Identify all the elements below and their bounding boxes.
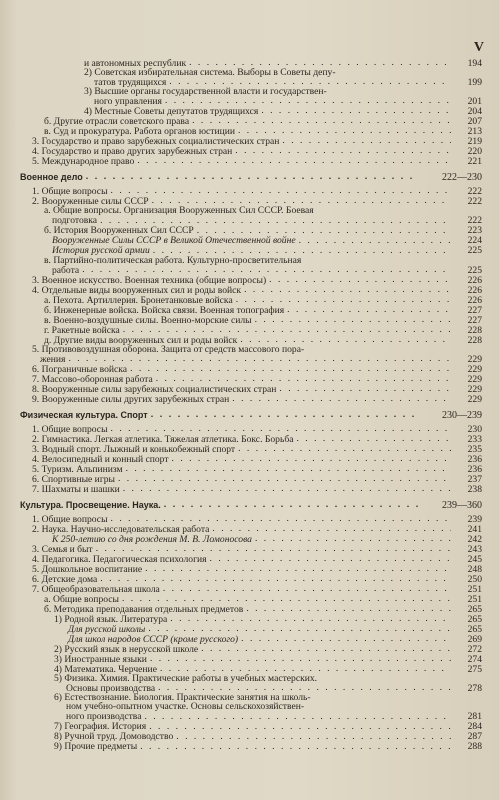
entry-title: Вооруженные Силы СССР в Великой Отечественной войне — [52, 235, 296, 247]
dot-leader — [144, 712, 451, 720]
entry-title: ного управления — [94, 96, 162, 108]
page-number: 222 — [467, 196, 482, 208]
toc-entry — [20, 285, 482, 295]
entry-title: б. Методика преподавания отдельных предметов — [44, 603, 244, 615]
dot-leader — [201, 644, 451, 652]
toc-entry — [20, 534, 482, 544]
page-number: 265 — [467, 613, 482, 625]
entry-title: 9) Прочие предметы — [54, 741, 138, 753]
entry-title: 5) Физика. Химия. Практические работы в учебных мастерских. — [54, 673, 318, 685]
toc-entry — [20, 265, 482, 275]
toc-entry — [20, 454, 482, 464]
page-number: 229 — [467, 363, 482, 375]
toc-entry — [20, 325, 482, 335]
dot-leader — [235, 146, 451, 154]
toc-entry — [20, 146, 482, 156]
entry-title: 4. Государство и право других зарубежных стран — [32, 146, 233, 158]
page-number: 236 — [467, 453, 482, 465]
dot-leader — [68, 354, 451, 362]
page-number: 225 — [467, 264, 482, 276]
dot-leader — [100, 216, 451, 224]
page-number: 222 — [467, 186, 482, 198]
dot-leader — [255, 315, 451, 323]
page-number: 194 — [467, 57, 482, 69]
page-number: 222—230 — [442, 172, 482, 184]
entry-title: 4. Отдельные виды вооруженных сил и роды войск — [32, 284, 242, 296]
dot-leader — [165, 96, 451, 104]
page-number: 229 — [467, 393, 482, 405]
entry-title: 5. Дошкольное воспитание — [32, 563, 143, 575]
table-of-contents — [20, 58, 482, 752]
page-number: 288 — [467, 741, 482, 753]
section-title: Культура. Просвещение. Наука. — [20, 499, 161, 510]
dot-leader — [118, 474, 451, 482]
page-number: 251 — [467, 583, 482, 595]
page-number: 242 — [467, 533, 482, 545]
toc-entry — [20, 136, 482, 146]
dot-leader — [299, 236, 451, 244]
page-number: 225 — [467, 245, 482, 257]
entry-title: г. Ракетные войска — [44, 324, 120, 336]
page-number: 222 — [467, 215, 482, 227]
toc-entry — [20, 732, 482, 742]
toc-entry — [20, 206, 482, 215]
dot-leader — [212, 524, 451, 532]
entry-title: а. Пехота. Артиллерия. Бронетанковые войска — [44, 294, 233, 306]
entry-title: в. Военно-воздушные силы. Военно-морские силы — [44, 314, 252, 326]
page-number: 230—239 — [442, 409, 482, 421]
entry-title: татов трудящихся — [94, 77, 167, 88]
page-number: 227 — [467, 314, 482, 326]
toc-entry — [20, 216, 482, 226]
entry-title: 3) Высшие органы государственной власти и государствен- — [84, 86, 327, 98]
entry-title: 6. Детские дома — [32, 573, 98, 585]
page-number: 278 — [467, 683, 482, 695]
toc-entry — [20, 624, 482, 634]
toc-entry — [20, 634, 482, 644]
page-number: 228 — [467, 334, 482, 346]
dot-leader — [197, 226, 451, 234]
dot-leader — [282, 136, 451, 144]
entry-title: 7. Массово-оборонная работа — [32, 373, 153, 385]
page-number: 241 — [467, 523, 482, 535]
dot-leader — [151, 410, 419, 418]
page-number: 265 — [467, 603, 482, 615]
page-number: 201 — [467, 96, 482, 108]
dot-leader — [153, 246, 451, 254]
entry-title: 4) Местные Советы депутатов трудящихся — [84, 106, 259, 118]
entry-title: жения — [40, 353, 66, 365]
entry-title: 4. Велосипедный и конный спорт — [32, 453, 169, 465]
toc-entry — [20, 712, 482, 722]
dot-leader — [261, 106, 451, 114]
entry-title: б. Другие отрасли советского права — [44, 116, 190, 128]
entry-title: 2. Наука. Научно-исследовательская работа — [32, 523, 210, 535]
page-number: 226 — [467, 284, 482, 296]
dot-leader — [189, 58, 451, 66]
toc-entry — [20, 384, 482, 394]
page-number: 199 — [467, 77, 482, 88]
page-number: 226 — [467, 274, 482, 286]
toc-entry — [20, 722, 482, 732]
dot-leader — [210, 554, 451, 562]
toc-entry — [20, 226, 482, 236]
entry-title: Основы производства — [66, 683, 156, 695]
entry-title: 1. Общие вопросы — [32, 513, 108, 525]
dot-leader — [164, 500, 419, 508]
entry-title: 1. Общие вопросы — [32, 186, 108, 198]
entry-title: 8. Вооруженные силы зарубежных социалистических стран — [32, 383, 277, 395]
toc-entry — [20, 594, 482, 604]
dot-leader — [137, 156, 451, 164]
dot-leader — [123, 325, 451, 333]
page-number: 248 — [467, 563, 482, 575]
page-number: 229 — [467, 353, 482, 365]
toc-entry — [20, 742, 482, 752]
dot-leader — [192, 116, 451, 124]
page-number: 207 — [467, 116, 482, 128]
toc-entry — [20, 305, 482, 315]
entry-title: 9. Вооруженные силы других зарубежных стран — [32, 393, 230, 405]
page-number: 229 — [467, 383, 482, 395]
entry-title: б. Инженерные войска. Войска связи. Военная топография — [44, 304, 285, 316]
section-title: Физическая культура. Спорт — [20, 409, 148, 420]
page-number: 265 — [467, 623, 482, 635]
dot-leader — [111, 514, 451, 522]
dot-leader — [100, 574, 451, 582]
page-number: 226 — [467, 294, 482, 306]
page-number: 223 — [467, 225, 482, 237]
page-number: 224 — [467, 235, 482, 247]
entry-title: 5. Международное право — [32, 156, 135, 168]
page-number: 204 — [467, 106, 482, 118]
dot-leader — [170, 614, 451, 622]
page-number: 213 — [467, 126, 482, 138]
page-number: 284 — [467, 721, 482, 733]
page-number: 230 — [467, 423, 482, 435]
entry-title: в. Суд и прокуратура. Работа органов юстиции — [44, 126, 235, 138]
dot-leader — [86, 172, 419, 180]
toc-entry — [20, 544, 482, 554]
toc-entry — [20, 295, 482, 305]
toc-entry — [20, 186, 482, 196]
toc-entry — [20, 554, 482, 564]
entry-title: 5. Противовоздушная оборона. Защита от средств массового пора- — [32, 343, 305, 355]
page-number: 239 — [467, 513, 482, 525]
page-number: 275 — [467, 663, 482, 675]
dot-leader — [160, 664, 451, 672]
entry-title: 7. Общеобразовательная школа — [32, 583, 160, 595]
toc-entry — [20, 364, 482, 374]
dot-leader — [238, 444, 451, 452]
toc-entry — [20, 564, 482, 574]
page-number: 236 — [467, 463, 482, 475]
toc-entry — [20, 96, 482, 106]
toc-entry — [20, 374, 482, 384]
entry-title: ного производства — [66, 711, 142, 723]
entry-title: 6. Пограничные войска — [32, 363, 128, 375]
dot-leader — [130, 364, 451, 372]
toc-entry — [20, 126, 482, 136]
toc-section-heading — [20, 172, 482, 182]
entry-title: 2) Советская избирательная система. Выборы в Советы депу- — [84, 67, 336, 78]
toc-entry — [20, 444, 482, 454]
entry-title: Для русской школы — [68, 623, 146, 635]
entry-title: 1) Родной язык. Литература — [54, 613, 168, 625]
page-number: 229 — [467, 373, 482, 385]
toc-entry — [20, 315, 482, 325]
dot-leader — [287, 305, 451, 313]
toc-entry — [20, 644, 482, 654]
page-number: 221 — [467, 156, 482, 168]
dot-leader — [82, 265, 451, 273]
entry-title: 6. Спортивные игры — [32, 473, 115, 485]
entry-title: 7) География. История — [54, 721, 147, 733]
toc-entry — [20, 236, 482, 246]
dot-leader — [240, 335, 451, 343]
dot-leader — [140, 742, 451, 750]
dot-leader — [111, 424, 451, 432]
toc-entry — [20, 574, 482, 584]
entry-title: в. Партийно-политическая работа. Культурно-просветительная — [44, 254, 302, 266]
page-number: 219 — [467, 136, 482, 148]
entry-title: 1. Общие вопросы — [32, 423, 108, 435]
toc-entry — [20, 434, 482, 444]
page-number: 228 — [467, 324, 482, 336]
entry-title: 4. Педагогика. Педагогическая психология — [32, 553, 207, 565]
dot-leader — [149, 722, 451, 730]
page-number: 227 — [467, 304, 482, 316]
dot-leader — [150, 654, 451, 662]
toc-entry — [20, 604, 482, 614]
page-number: 274 — [467, 653, 482, 665]
toc-entry — [20, 256, 482, 265]
dot-leader — [158, 683, 451, 691]
page-number: 220 — [467, 146, 482, 158]
page-number: 233 — [467, 433, 482, 445]
entry-title: ном учебно-опытном участке. Основы сельскохозяйствен- — [66, 701, 305, 713]
page-number: 250 — [467, 573, 482, 585]
page-number: 237 — [467, 473, 482, 485]
toc-entry — [20, 394, 482, 404]
dot-leader — [148, 624, 451, 632]
entry-title: 3) Иностранные языки — [54, 653, 147, 665]
toc-entry — [20, 584, 482, 594]
entry-title: К 250-летию со дня рождения М. В. Ломоносова — [52, 533, 252, 545]
toc-entry — [20, 116, 482, 126]
entry-title: подготовка — [52, 215, 98, 227]
entry-title: работа — [52, 264, 80, 276]
entry-title: а. Общие вопросы — [44, 593, 119, 605]
dot-leader — [232, 394, 451, 402]
toc-entry — [20, 524, 482, 534]
dot-leader — [246, 604, 451, 612]
entry-title: 8) Ручной труд. Домоводство — [54, 731, 174, 743]
dot-leader — [123, 484, 451, 492]
entry-title: 2. Гимнастика. Легкая атлетика. Тяжелая атлетика. Бокс. Борьба — [32, 433, 294, 445]
toc-entry — [20, 424, 482, 434]
page-number: 269 — [467, 633, 482, 645]
toc-entry — [20, 654, 482, 664]
page-number: 243 — [467, 543, 482, 555]
page-number: 238 — [467, 483, 482, 495]
toc-entry — [20, 514, 482, 524]
dot-leader — [122, 594, 451, 602]
dot-leader — [255, 534, 451, 542]
dot-leader — [244, 285, 451, 293]
entry-title: 4) Математика. Черчение — [54, 663, 157, 675]
entry-title: а. Общие вопросы. Организация Вооруженных Сил СССР. Боевая — [44, 205, 314, 217]
entry-title: 5. Туризм. Альпинизм — [32, 463, 123, 475]
dot-leader — [296, 434, 451, 442]
entry-title: 3. Военное искусство. Военная техника (общие вопросы) — [32, 274, 267, 286]
page-number: 251 — [467, 593, 482, 605]
toc-entry — [20, 345, 482, 354]
dot-leader — [169, 77, 451, 85]
page-number: 235 — [467, 443, 482, 455]
dot-leader — [241, 634, 451, 642]
section-title: Военное дело — [20, 172, 83, 183]
page-number: 287 — [467, 731, 482, 743]
dot-leader — [176, 732, 451, 740]
entry-title: и автономных республик — [84, 57, 187, 69]
toc-entry — [20, 464, 482, 474]
toc-entry — [20, 702, 482, 711]
page-number: 272 — [467, 643, 482, 655]
dot-leader — [279, 384, 451, 392]
toc-entry — [20, 68, 482, 77]
entry-title: 3. Водный спорт. Лыжный и конькобежный спорт — [32, 443, 236, 455]
toc-entry — [20, 275, 482, 285]
toc-section-heading — [20, 410, 482, 420]
dot-leader — [152, 196, 451, 204]
entry-title: Для школ народов СССР (кроме русского) — [68, 633, 239, 645]
toc-section-heading — [20, 500, 482, 510]
dot-leader — [96, 544, 451, 552]
toc-entry — [20, 106, 482, 116]
entry-title: д. Другие виды вооруженных сил и роды войск — [44, 334, 238, 346]
toc-entry — [20, 474, 482, 484]
entry-title: 2) Русский язык в нерусской школе — [54, 643, 199, 655]
entry-title: 3. Семья и быт — [32, 543, 93, 555]
toc-entry — [20, 614, 482, 624]
entry-title: 3. Государство и право зарубежных социалистических стран — [32, 136, 280, 148]
page-number: 239—360 — [442, 499, 482, 511]
dot-leader — [156, 374, 451, 382]
dot-leader — [236, 295, 451, 303]
dot-leader — [111, 186, 451, 194]
page-roman-numeral: V — [473, 40, 485, 55]
toc-entry — [20, 354, 482, 364]
dot-leader — [126, 464, 451, 472]
toc-entry — [20, 484, 482, 494]
dot-leader — [145, 564, 451, 572]
dot-leader — [172, 454, 451, 462]
dot-leader — [238, 126, 451, 134]
dot-leader — [163, 584, 451, 592]
toc-entry — [20, 87, 482, 96]
entry-title: 2. Вооруженные силы СССР — [32, 196, 149, 208]
dot-leader — [269, 275, 451, 283]
toc-entry — [20, 156, 482, 166]
entry-title: 6) Естествознание. Биология. Практические занятия на школь- — [54, 692, 311, 704]
entry-title: б. История Вооруженных Сил СССР — [44, 225, 194, 237]
entry-title: 7. Шахматы и шашки — [32, 483, 120, 495]
entry-title: История русской армии — [52, 245, 150, 257]
toc-entry — [20, 674, 482, 683]
page-number: 281 — [467, 711, 482, 723]
page-number: 245 — [467, 553, 482, 565]
